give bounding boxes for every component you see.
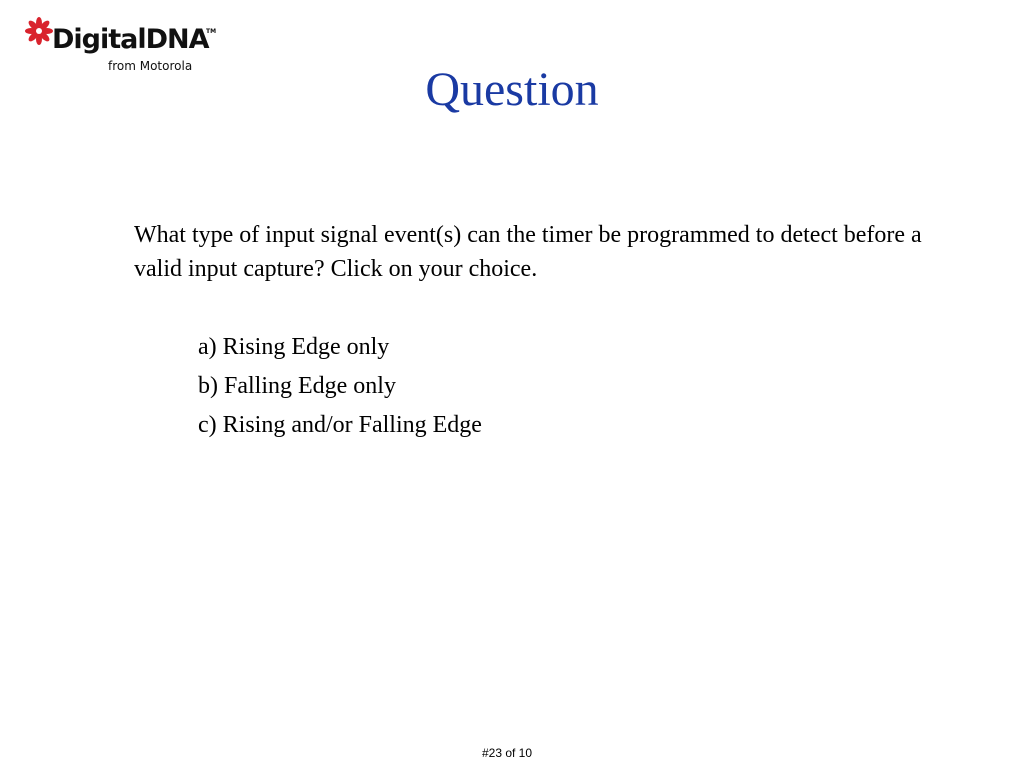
logo-trademark: TM [206, 28, 217, 35]
logo-subtitle: from Motorola [108, 59, 193, 73]
logo-wordmark: DigitalDNA [52, 24, 209, 55]
asterisk-star-icon [24, 16, 54, 46]
answer-choices [198, 328, 482, 445]
slide-title: Question [425, 63, 599, 116]
choice-b[interactable]: b) Falling Edge only [198, 373, 396, 399]
choice-a[interactable]: a) Rising Edge only [198, 334, 390, 360]
question-text: What type of input signal event(s) can the timer be programmed to detect before a valid input capture? Click on your choice. [134, 222, 922, 282]
choice-c[interactable]: c) Rising and/or Falling Edge [198, 412, 482, 438]
slide-counter: #23 of 10 [481, 746, 533, 760]
